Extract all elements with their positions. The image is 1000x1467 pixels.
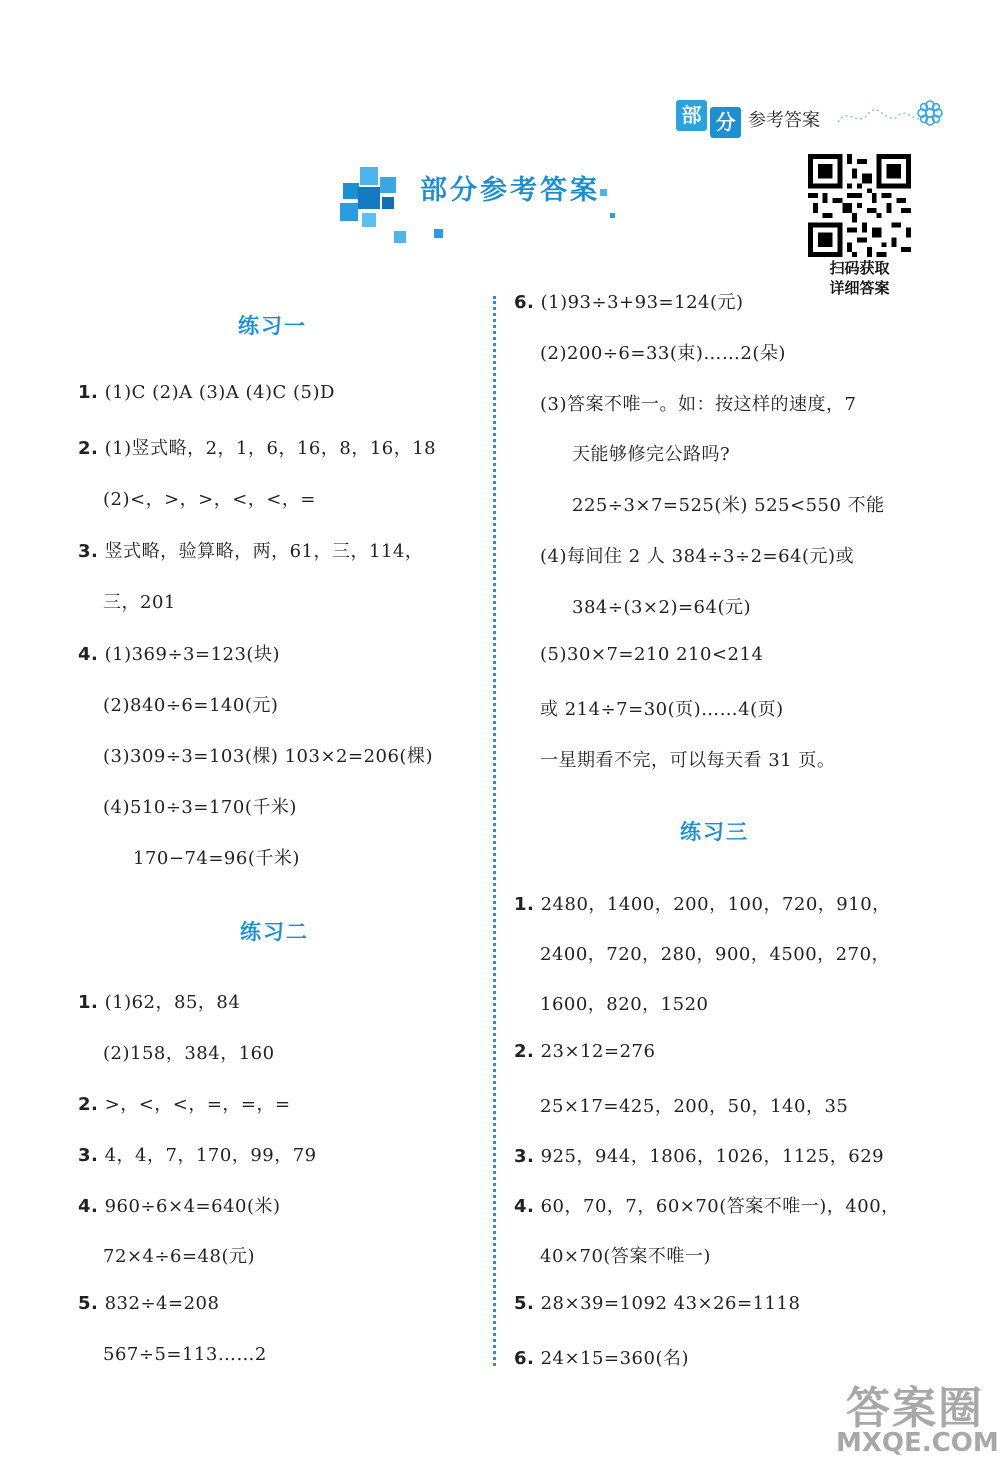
answer-text: 960÷6×4=640(米)	[104, 1196, 281, 1217]
answer-line	[78, 988, 240, 1014]
answer-line	[540, 1242, 711, 1268]
answer-text: (4)510÷3=170(千米)	[103, 797, 297, 818]
item-number: 1.	[78, 382, 99, 403]
answer-line	[514, 1192, 900, 1218]
answer-line	[103, 1039, 275, 1065]
answer-line	[103, 588, 176, 614]
answer-text: (2)<，>，>，<，<，=	[103, 489, 316, 510]
section-heading-exercise-2: 练习二	[240, 920, 309, 944]
answer-line	[78, 537, 423, 563]
answer-line	[540, 542, 854, 568]
page-title: 部分参考答案	[420, 175, 600, 206]
answer-line	[514, 1344, 689, 1370]
answer-text: 925，944，1806，1026，1125，629	[540, 1146, 885, 1167]
answer-text: (1)93÷3+93=124(元)	[540, 292, 744, 313]
item-number: 4.	[514, 1196, 535, 1217]
tag-text: 参考答案	[748, 110, 820, 131]
answer-line	[514, 1041, 655, 1062]
item-number: 1.	[78, 992, 99, 1013]
answer-text: >，<，<，=，=，=	[104, 1094, 291, 1115]
answer-text: (2)158，384，160	[103, 1043, 275, 1064]
answer-line	[78, 434, 436, 460]
answer-text: 三，201	[103, 592, 176, 613]
answer-line	[540, 746, 835, 772]
tag-box-2: 分	[710, 107, 741, 138]
answer-text: (4)每间住 2 人 384÷3÷2=64(元)或	[540, 546, 855, 567]
qr-caption-line-1: 扫码获取	[829, 259, 890, 277]
answer-text: (2)840÷6=140(元)	[103, 695, 279, 716]
answer-line	[78, 1293, 219, 1314]
answer-line	[540, 990, 708, 1016]
answer-text: 1600，820，1520	[540, 994, 709, 1015]
answer-line	[103, 1242, 255, 1268]
answer-line	[572, 440, 730, 466]
answer-text: 225÷3×7=525(米) 525<550 不能	[572, 495, 885, 516]
answer-text: 24×15=360(名)	[540, 1348, 689, 1369]
watermark-url: MXQE.COM	[836, 1428, 999, 1458]
watermark-logo: 答案圈	[846, 1383, 984, 1434]
answer-text: (2)200÷6=33(束)……2(朵)	[540, 343, 786, 364]
item-number: 2.	[78, 438, 99, 459]
header-tag	[676, 98, 956, 138]
answer-text: (1)369÷3=123(块)	[104, 644, 280, 665]
answer-line	[514, 1293, 800, 1314]
item-number: 6.	[514, 292, 535, 313]
item-number: 3.	[78, 541, 99, 562]
answer-line	[103, 742, 433, 768]
answer-text: 832÷4=208	[104, 1293, 220, 1314]
answer-text: 40×70(答案不唯一)	[540, 1246, 711, 1267]
item-number: 2.	[514, 1041, 535, 1062]
answer-text: (3)309÷3=103(棵) 103×2=206(棵)	[103, 746, 433, 767]
answer-text: 170−74=96(千米)	[133, 848, 300, 869]
answer-line	[103, 485, 316, 511]
answer-text: 或 214÷7=30(页)……4(页)	[540, 699, 784, 720]
answer-line	[78, 1192, 281, 1218]
answer-text: 25×17=425，200，50，140，35	[540, 1096, 849, 1117]
qr-caption	[808, 258, 911, 298]
answer-line	[540, 695, 784, 721]
column-divider	[493, 296, 496, 1366]
answer-line	[540, 339, 786, 365]
section-heading-exercise-1: 练习一	[238, 314, 307, 338]
answer-text: 72×4÷6=48(元)	[103, 1246, 256, 1267]
item-number: 1.	[514, 894, 535, 915]
answer-line	[103, 793, 297, 819]
item-number: 5.	[78, 1293, 99, 1314]
watermark	[836, 1372, 999, 1462]
tag-box-1: 部	[676, 100, 707, 131]
answer-line	[78, 382, 335, 403]
answer-text: 28×39=1092 43×26=1118	[540, 1293, 801, 1314]
answer-text: (1)C (2)A (3)A (4)C (5)D	[104, 382, 335, 403]
answer-line	[540, 644, 763, 665]
answer-line	[78, 1141, 317, 1167]
answer-line	[514, 1142, 884, 1168]
section-heading-exercise-3: 练习三	[680, 820, 749, 844]
answer-text: 4，4，7，170，99，79	[104, 1145, 317, 1166]
answer-text: 567÷5=113……2	[103, 1344, 267, 1365]
item-number: 5.	[514, 1293, 535, 1314]
answer-line	[514, 288, 744, 314]
answer-text: 60，70，7，60×70(答案不唯一)，400，	[540, 1196, 900, 1217]
item-number: 4.	[78, 644, 99, 665]
answer-text: 天能够修完公路吗?	[572, 444, 731, 465]
item-number: 2.	[78, 1094, 99, 1115]
item-number: 3.	[78, 1145, 99, 1166]
answer-line	[103, 1344, 267, 1365]
answer-line	[78, 640, 280, 666]
answer-text: 一星期看不完，可以每天看 31 页。	[540, 750, 836, 771]
qr-caption-line-2: 详细答案	[829, 279, 890, 297]
qr-code-icon	[808, 154, 911, 257]
answer-text: (5)30×7=210 210<214	[540, 644, 764, 665]
answer-text: 384÷(3×2)=64(元)	[572, 597, 752, 618]
item-number: 3.	[514, 1146, 535, 1167]
flower-decoration-icon	[836, 98, 946, 134]
answer-line	[514, 890, 891, 916]
answer-text: 2480，1400，200，100，720，910，	[540, 894, 891, 915]
answer-line	[78, 1090, 291, 1116]
answer-text: (1)62，85，84	[104, 992, 241, 1013]
answer-line	[572, 593, 751, 619]
answer-line	[103, 691, 278, 717]
answer-line	[572, 491, 885, 517]
answer-line	[540, 1092, 848, 1118]
answer-line	[540, 390, 856, 416]
answer-text: 2400，720，280，900，4500，270，	[540, 944, 891, 965]
answer-text: (1)竖式略，2，1，6，16，8，16，18	[104, 438, 437, 459]
answer-text: 23×12=276	[540, 1041, 656, 1062]
answer-text: 竖式略，验算略，两，61，三，114，	[104, 541, 424, 562]
item-number: 6.	[514, 1348, 535, 1369]
answer-text: (3)答案不唯一。如：按这样的速度，7	[540, 394, 857, 415]
answer-line	[540, 940, 890, 966]
item-number: 4.	[78, 1196, 99, 1217]
answer-line	[133, 844, 300, 870]
